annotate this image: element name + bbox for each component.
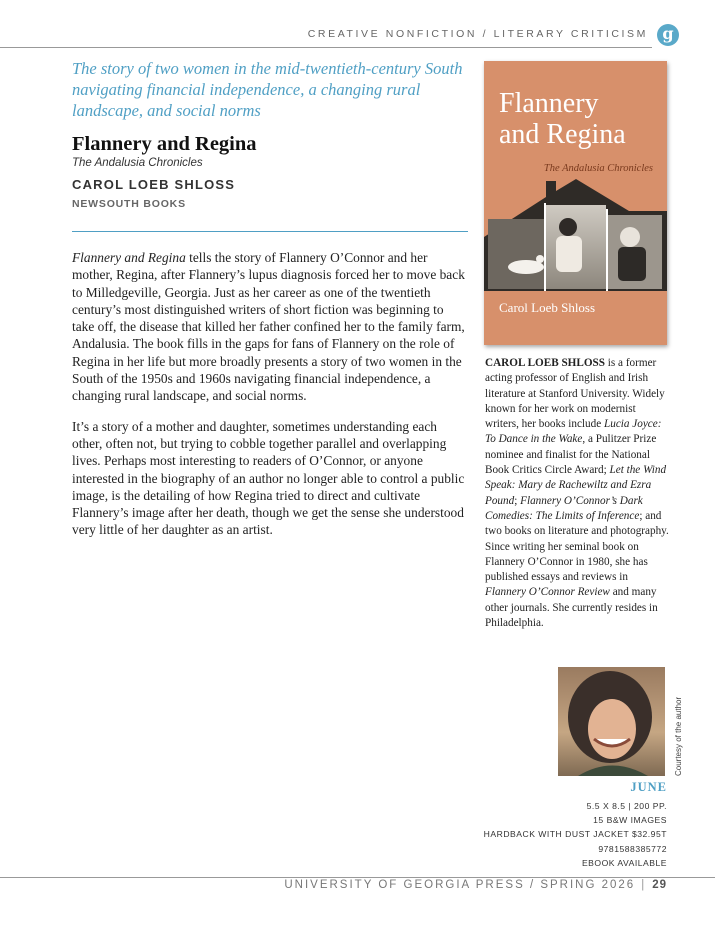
bio-text-1: is a former acting professor of English and Irish literature at Stanford University. Widely known for her work on modernist writers, her books include	[485, 357, 665, 431]
cover-title	[499, 88, 664, 150]
book-cover	[484, 61, 667, 345]
release-month: JUNE	[630, 780, 667, 794]
spec-isbn: 9781588385772	[598, 843, 667, 854]
section-divider	[72, 231, 468, 232]
footer-separator: |	[641, 879, 647, 891]
book-subtitle: The Andalusia Chronicles	[72, 157, 203, 169]
book-publisher: NEWSOUTH BOOKS	[72, 198, 186, 210]
author-photo	[558, 667, 665, 776]
top-divider	[0, 47, 652, 48]
bottom-divider	[0, 877, 715, 878]
bio-text-3: ;	[514, 494, 521, 507]
book-description	[72, 249, 468, 552]
cover-author: Carol Loeb Shloss	[499, 300, 596, 315]
bio-book-1: Lucia Joyce: To Dance in the Wake	[485, 418, 662, 446]
bio-name: CAROL LOEB SHLOSS	[485, 357, 605, 369]
photo-credit: Courtesy of the author	[674, 696, 683, 776]
bio-text-4: ; and two books on literature and photography. Since writing her seminal book on Flannery O’Connor in 1980, she has published essays and reviews in	[485, 509, 669, 584]
spec-images: 15 B&W IMAGES	[593, 815, 667, 826]
description-title-ref: Flannery and Regina	[72, 250, 186, 265]
bio-journal: Flannery O’Connor Review	[485, 586, 610, 599]
page-footer	[284, 879, 667, 891]
book-specs	[484, 780, 667, 870]
bio-text-5: and many other journals. She currently resides in Philadelphia.	[485, 586, 658, 630]
spec-ebook: EBOOK AVAILABLE	[581, 857, 667, 868]
description-paragraph-1	[72, 249, 468, 405]
cover-subtitle: The Andalusia Chronicles	[543, 163, 653, 174]
spec-format-price: HARDBACK WITH DUST JACKET $32.95T	[483, 829, 667, 840]
cover-title-line-1: Flannery	[499, 88, 599, 119]
press-logo: g	[657, 24, 679, 46]
spec-size-pages: 5.5 X 8.5 | 200 PP.	[586, 801, 667, 811]
description-text-1: tells the story of Flannery O’Connor and her mother, Regina, after Flannery’s lupus diagnosis forced her to move back to Milledgeville, Georgia. Just as her career as one of the twentieth century’s most distinguished writers of short fiction was beginning to take off, the disease that killed her father confined her to the family farm, Andalusia. The book fills in the gaps for fans of Flannery on the role of Regina in her life but more broadly presents a story of two women in the South of the 1950s and 1960s navigating financial independence, a changing rural landscape, and social norms.	[72, 250, 465, 404]
description-paragraph-2: It’s a story of a mother and daughter, sometimes understanding each other, often not, but trying to cobble together parallel and overlapping lives. Perhaps most interesting to readers of O’Connor, or anyone interested in the biography of an author no longer able to control a public image, is the detailing of how Regina tried to direct and cultivate Flannery’s image after her death, though we get the sense she understood very little of her daughter as an artist.	[72, 418, 465, 538]
category-label: CREATIVE NONFICTION / LITERARY CRITICISM	[307, 28, 648, 40]
author-bio	[485, 356, 670, 631]
book-title: Flannery and Regina	[72, 133, 257, 155]
cover-photo-collage	[484, 179, 667, 299]
bio-book-2: Let the Wind Speak: Mary de Rachewiltz and Ezra Pound	[485, 464, 667, 507]
cover-title-line-2: and Regina	[499, 119, 626, 150]
book-tagline: The story of two women in the mid-twentieth-century South navigating financial independence, a changing rural landscape, and social norms	[72, 59, 463, 120]
book-author: CAROL LOEB SHLOSS	[72, 177, 236, 192]
bio-book-3: Flannery O’Connor’s Dark Comedies: The Limits of Inference	[485, 494, 643, 522]
footer-press: UNIVERSITY OF GEORGIA PRESS / SPRING 2026	[284, 879, 636, 891]
bio-text-2: , a Pulitzer Prize nominee and finalist for the National Book Critics Circle Award;	[485, 433, 657, 477]
page-number: 29	[652, 879, 667, 891]
author-portrait-drawing	[558, 667, 665, 776]
